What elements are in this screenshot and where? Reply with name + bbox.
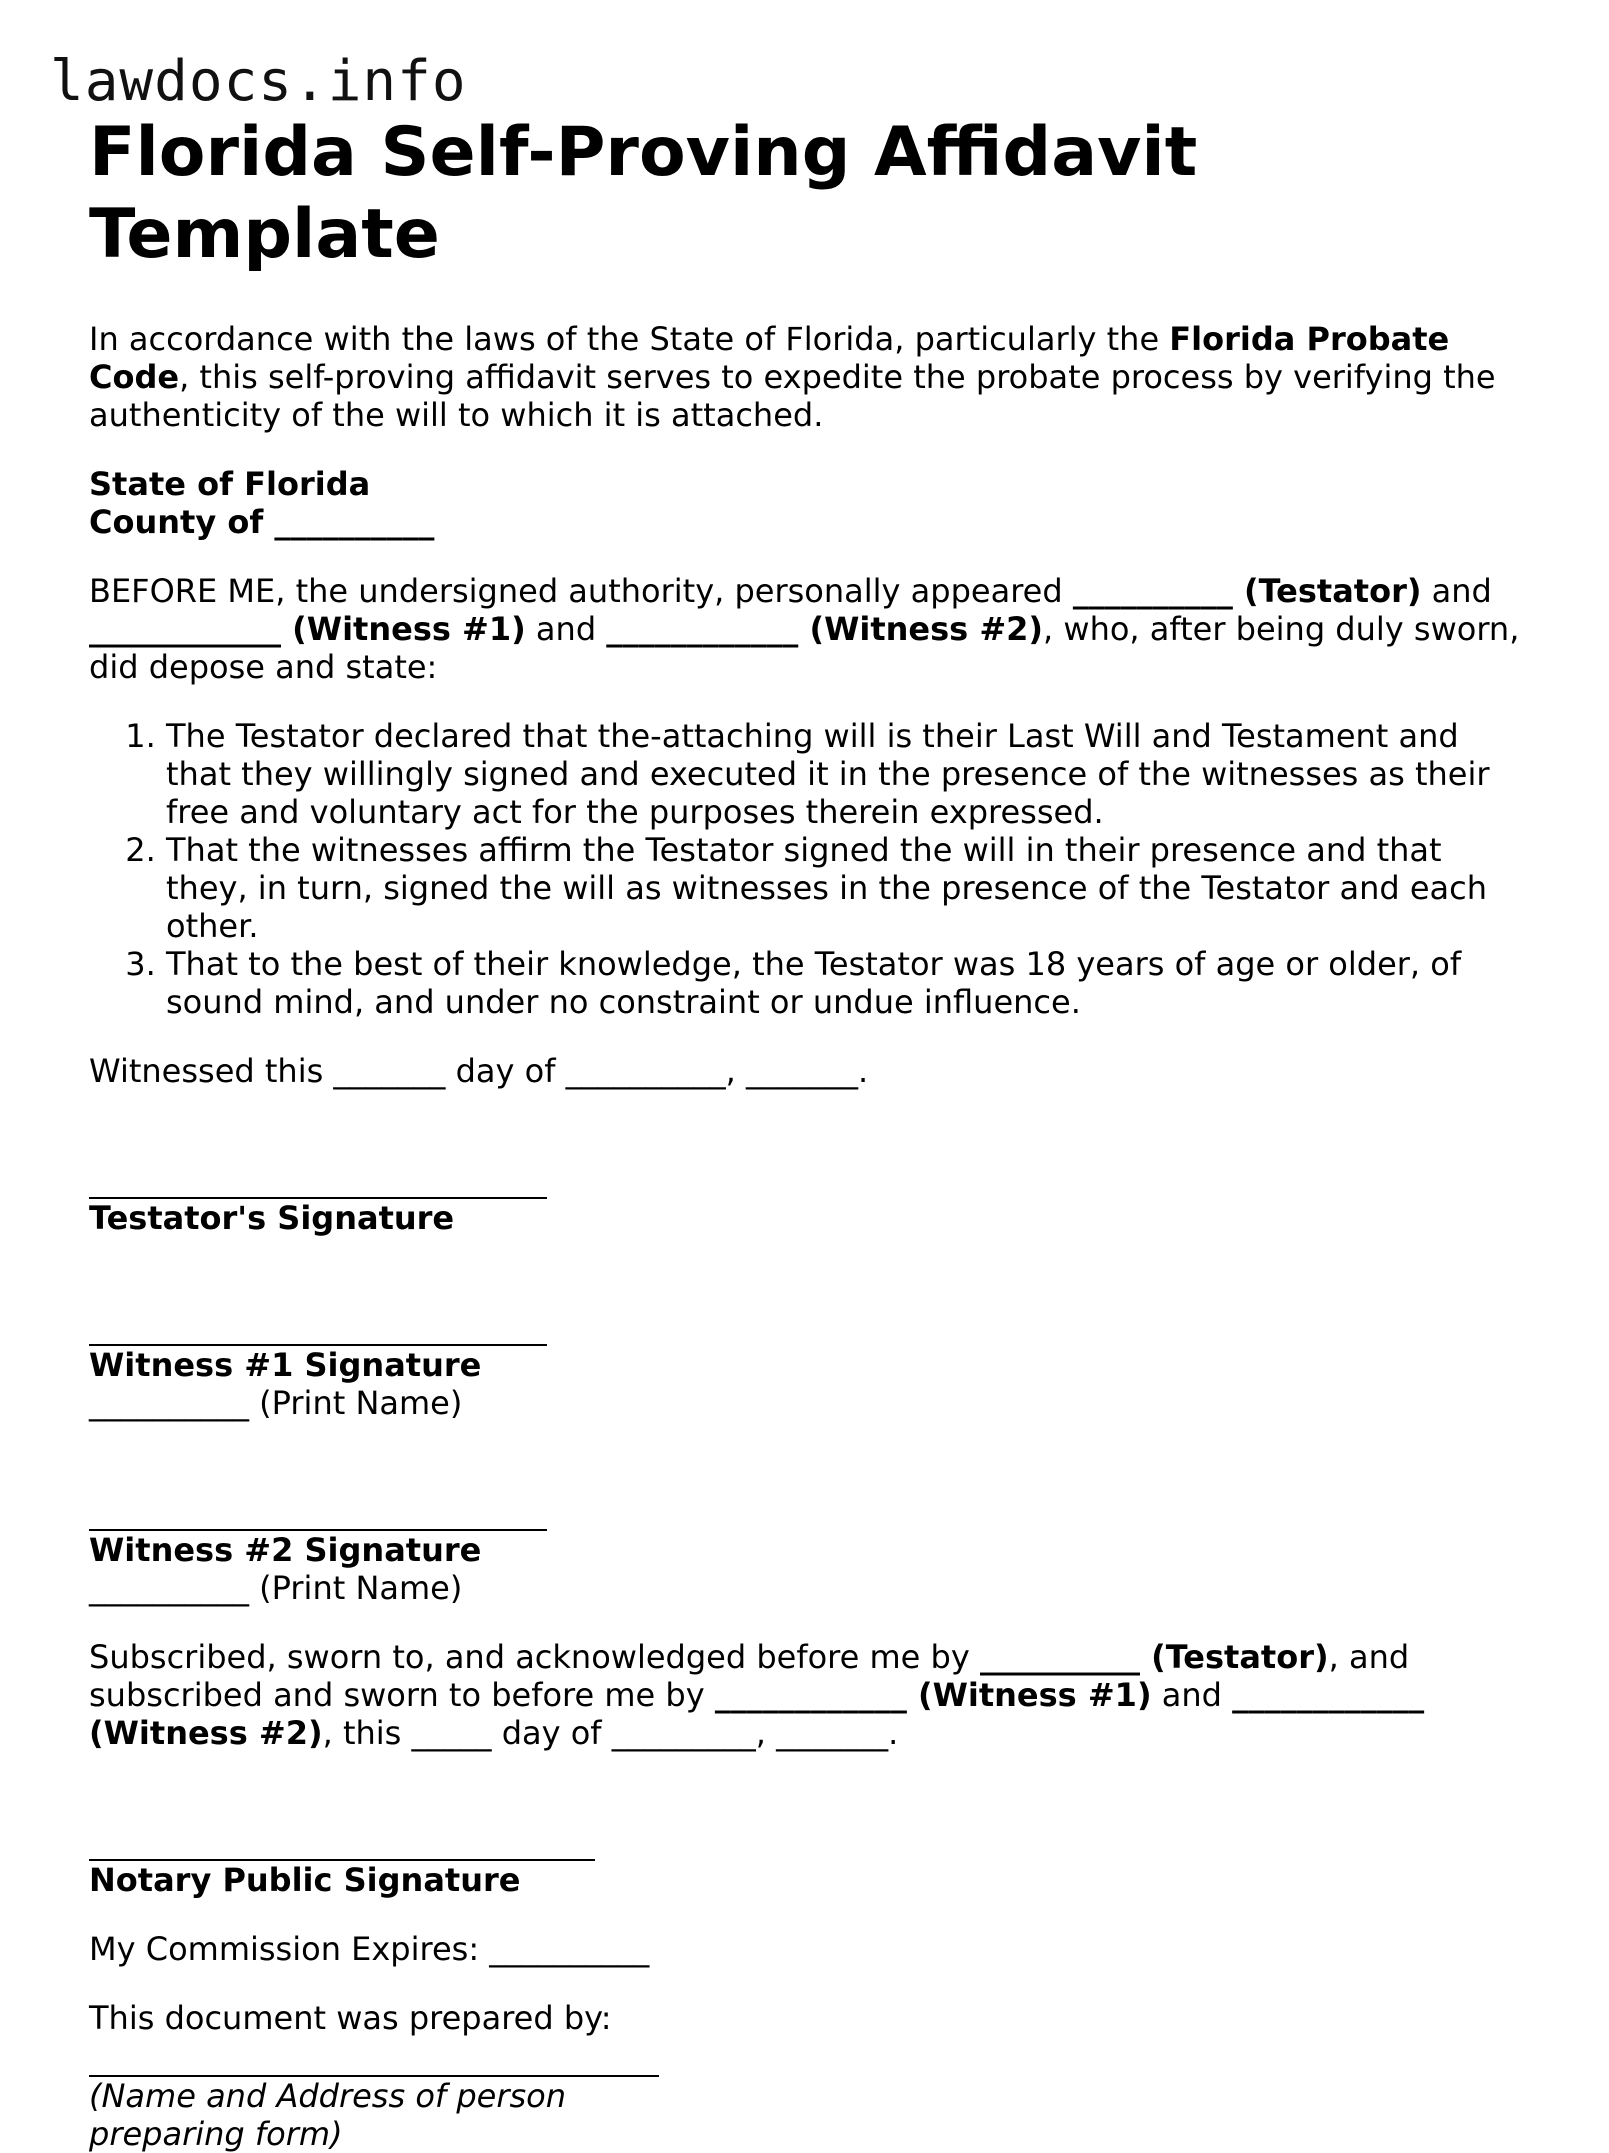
witnessed-line: Witnessed this _______ day of __________, _______. <box>89 1052 869 1090</box>
intro-text-1: In accordance with the laws of the State of Florida, particularly the <box>89 320 1170 358</box>
subscribed-witness-2: ____________ (Witness #2) <box>89 1676 1425 1752</box>
witness-1-print-name: __________ (Print Name) <box>89 1384 463 1422</box>
subscribed-and: and <box>1151 1676 1233 1714</box>
list-item: 1. The Testator declared that the-attaching will is their Last Will and Testament and that they willingly signed and executed it in the presence of the witnesses as their free and voluntary act for the purposes therein expressed. <box>166 717 1529 831</box>
notary-signature-block <box>89 1821 595 1899</box>
testator-signature-block <box>89 1159 547 1237</box>
witness-2-signature-block <box>89 1491 547 1607</box>
venue-county: County of __________ <box>89 503 435 541</box>
subscribed-testator: __________ (Testator) <box>979 1638 1329 1676</box>
prepared-by: This document was prepared by: <box>89 1999 612 2037</box>
prepared-by-note: (Name and Address of person preparing form) <box>89 2077 567 2153</box>
subscribed-text-3: , this _____ day of _________, _______. <box>322 1714 899 1752</box>
list-item: 3. That to the best of their knowledge, the Testator was 18 years of age or older, of sound mind, and under no constraint or undue influence. <box>166 945 1529 1021</box>
before-me-paragraph <box>89 572 1529 686</box>
before-me-witness-1: ____________ (Witness #1) <box>89 610 526 648</box>
testator-signature-line[interactable] <box>89 1159 547 1199</box>
prepared-by-block <box>89 2037 659 2153</box>
statement-list <box>89 717 1529 1021</box>
notary-signature-label: Notary Public Signature <box>89 1861 521 1899</box>
witness-1-signature-line[interactable] <box>89 1306 547 1346</box>
subscribed-witness-1: ____________ (Witness #1) <box>714 1676 1152 1714</box>
before-me-text-1: BEFORE ME, the undersigned authority, personally appeared <box>89 572 1073 610</box>
witness-2-signature-line[interactable] <box>89 1491 547 1531</box>
witness-2-print-name: __________ (Print Name) <box>89 1569 463 1607</box>
notary-signature-line[interactable] <box>89 1821 595 1861</box>
before-me-text-2: , who, after being duly sworn, did depose and state: <box>89 610 1520 686</box>
page-title: Florida Self-Proving Affidavit Template <box>89 113 1198 274</box>
before-me-and-1: and <box>1421 572 1492 610</box>
subscribed-paragraph <box>89 1638 1529 1752</box>
commission-expires: My Commission Expires: __________ <box>89 1930 650 1968</box>
document <box>89 112 1529 2153</box>
testator-signature-label: Testator's Signature <box>89 1199 455 1237</box>
prepared-by-line[interactable] <box>89 2037 659 2077</box>
subscribed-text-1: Subscribed, sworn to, and acknowledged before me by <box>89 1638 980 1676</box>
watermark: lawdocs.info <box>50 49 467 114</box>
venue-state: State of Florida <box>89 465 371 503</box>
witness-1-signature-label: Witness #1 Signature <box>89 1346 482 1384</box>
list-item: 2. That the witnesses affirm the Testator signed the will in their presence and that they, in turn, signed the will as witnesses in the presence of the Testator and each other. <box>166 831 1529 945</box>
venue-block <box>89 465 1529 541</box>
intro-paragraph <box>89 320 1529 434</box>
before-me-testator: __________ (Testator) <box>1072 572 1422 610</box>
subscribed-text-2: , and subscribed and sworn to before me by <box>89 1638 1410 1714</box>
before-me-and-2: and <box>525 610 607 648</box>
before-me-witness-2: ____________ (Witness #2) <box>606 610 1044 648</box>
witness-1-signature-block <box>89 1306 547 1422</box>
intro-bold: Florida Probate Code <box>89 320 1450 396</box>
witness-2-signature-label: Witness #2 Signature <box>89 1531 482 1569</box>
intro-text-2: , this self-proving affidavit serves to expedite the probate process by verifying the authenticity of the will to which it is attached. <box>89 358 1496 434</box>
